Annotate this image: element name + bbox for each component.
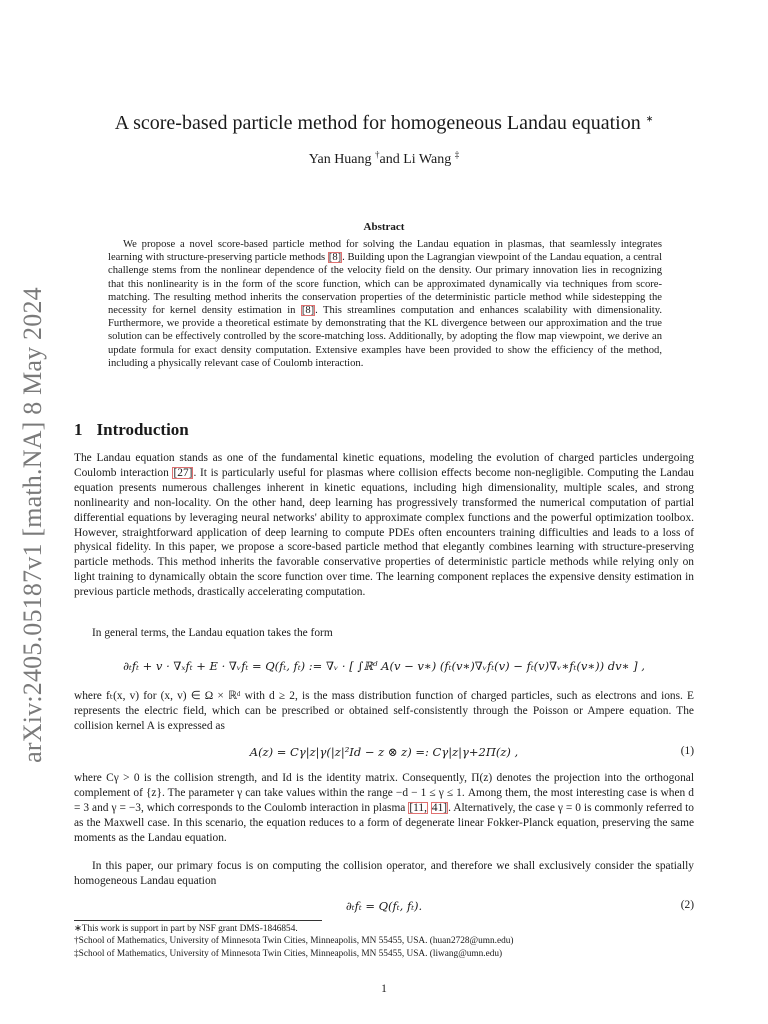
paragraph-text: . It is particularly useful for plasmas where collision effects become non-negligible. Computing the Landau equation presents numerous challenges inherent in kinetic equations, including high dimensionality, multiple scales, and strong nonlinearity and non-locality. On the other hand, deep learning has progressively transformed the numerical computation of partial differential equations by leveraging neural networks' ability to approximate complex functions and the powerful optimization toolbox. However, straightforward application of deep learning to compute PDEs often encounters training difficulties and leads to a loss of physical fidelity. In this paper, we propose a score-based particle method that elegantly combines learning with structure-preserving particle methods. This method inherits the favorable conservative properties of deterministic particle methods while relying only on light training to dynamically obtain the score function over time. The learning component replaces the expensive density estimation in previous particle methods, drastically accelerating computation.: [74, 466, 694, 599]
arxiv-sidebar-stamp: [8, 287, 58, 763]
abstract-heading: Abstract: [363, 221, 405, 233]
equation-number-2: (2): [680, 899, 694, 911]
arxiv-id-label: arXiv:2405.05187v1 [math.NA] 8 May 2024: [18, 287, 47, 763]
title-footnote-mark: ∗: [645, 113, 654, 124]
abstract-text: We propose a novel score-based particle method for solving the Landau equation in plasmas, that seamlessly integrates learning with structure-preserving particle methods: [108, 239, 662, 264]
intro-paragraph-3: where fₜ(x, v) for (x, v) ∈ Ω × ℝᵈ with d ≥ 2, is the mass distribution function of charged particles, such as electrons and ions. E represents the electric field, which can be prescribed or obtained self-consistently through the Poisson or Ampere equation. The collision kernel A is expressed as: [74, 690, 694, 732]
citation-link[interactable]: [11,: [409, 801, 427, 814]
paragraph-text: The Landau equation stands as one of the fundamental kinetic equations, modeling the evolution of charged particles undergoing Coulomb interaction: [74, 452, 694, 479]
paragraph-text: . Alternatively, the case γ = 0 is commonly referred to as the Maxwell case. In this scenario, the equation reduces to a form of degenerate linear Fokker-Planck equation, preserving the same moments as the Landau equation.: [74, 801, 694, 844]
page-number: 1: [381, 983, 387, 995]
author-1: Yan Huang: [308, 152, 372, 167]
intro-paragraph-5: In this paper, our primary focus is on computing the collision operator, and therefore we shall exclusively consider the spatially homogeneous Landau equation: [74, 860, 694, 887]
author-conjunction: and: [379, 152, 400, 167]
citation-link[interactable]: [8]: [301, 305, 315, 317]
equation-number-1: (1): [680, 745, 694, 757]
equation-collision-kernel: A(z) = Cγ|z|γ(|z|²Id − z ⊗ z) =: Cγ|z|γ+2Π(z) ,: [249, 745, 519, 759]
section-number: 1: [74, 420, 83, 439]
citation-link[interactable]: 41]: [431, 801, 448, 814]
author-2-mark: ‡: [454, 149, 460, 160]
section-heading: [74, 420, 189, 440]
abstract-body: [108, 238, 662, 370]
footnote-funding: ∗This work is support in part by NSF grant DMS-1846854.: [74, 924, 298, 934]
citation-link[interactable]: [27]: [173, 466, 193, 479]
intro-paragraph-1: [74, 451, 694, 600]
abstract-text: . Building upon the Lagrangian viewpoint of the Landau equation, a central challenge stems from the nonlinear dependence of the velocity field on the density. Our primary innovation lies in recognizing that this nonlinearity is in the form of the score function, which can be approximated dynamically via techniques from score-matching. The resulting method inherits the conservation properties of the deterministic particle method while sidestepping the necessity for kernel density estimation in: [108, 252, 663, 317]
citation-link[interactable]: [8]: [328, 252, 342, 264]
intro-paragraph-2: In general terms, the Landau equation takes the form: [92, 627, 333, 639]
abstract-text: . This streamlines computation and enhances scalability with dimensionality. Furthermore, we provide a theoretical estimate by demonstrating that the KL divergence between our approximation and the true solution can be effectively controlled by the score-matching loss. Additionally, by adopting the flow map viewpoint, we derive an update formula for exact density computation. Extensive examples have been provided to show the efficiency of the method, including a physically relevant case of Coulomb interaction.: [108, 305, 662, 369]
footnote-affiliation-2: ‡School of Mathematics, University of Minnesota Twin Cities, Minneapolis, MN 55455, USA. (liwang@umn.edu): [74, 948, 503, 959]
paper-title-block: [0, 112, 768, 135]
footnote-affiliation-1: †School of Mathematics, University of Minnesota Twin Cities, Minneapolis, MN 55455, USA. (huan2728@umn.edu): [74, 936, 514, 947]
section-title: Introduction: [96, 420, 189, 439]
equation-landau: ∂ₜfₜ + v · ∇ₓfₜ + E · ∇ᵥfₜ = Q(fₜ, fₜ) := ∇ᵥ · [ ∫ℝᵈ A(v − v∗) (fₜ(v∗)∇ᵥfₜ(v) − fₜ(v)∇ᵥ∗fₜ(v∗)) dv∗ ] ,: [123, 659, 645, 673]
footnotes: [74, 923, 714, 960]
author-1-mark: †: [375, 149, 380, 160]
footnote-divider: [74, 920, 322, 921]
intro-paragraph-4: [74, 771, 694, 846]
paper-title: A score-based particle method for homogeneous Landau equation: [114, 112, 641, 134]
equation-homogeneous-landau: ∂ₜfₜ = Q(fₜ, fₜ).: [345, 899, 423, 913]
paragraph-text: where Cγ > 0 is the collision strength, and Id is the identity matrix. Consequently, Π(z) denotes the projection into the orthogonal complement of {z}. The parameter γ can take values within the range −d − 1 ≤ γ ≤ 1. Among them, the most interesting case is when d = 3 and γ = −3, which corresponds to the Coulomb interaction in plasma: [74, 772, 694, 814]
author-2: Li Wang: [403, 152, 452, 167]
author-line: [0, 149, 768, 168]
